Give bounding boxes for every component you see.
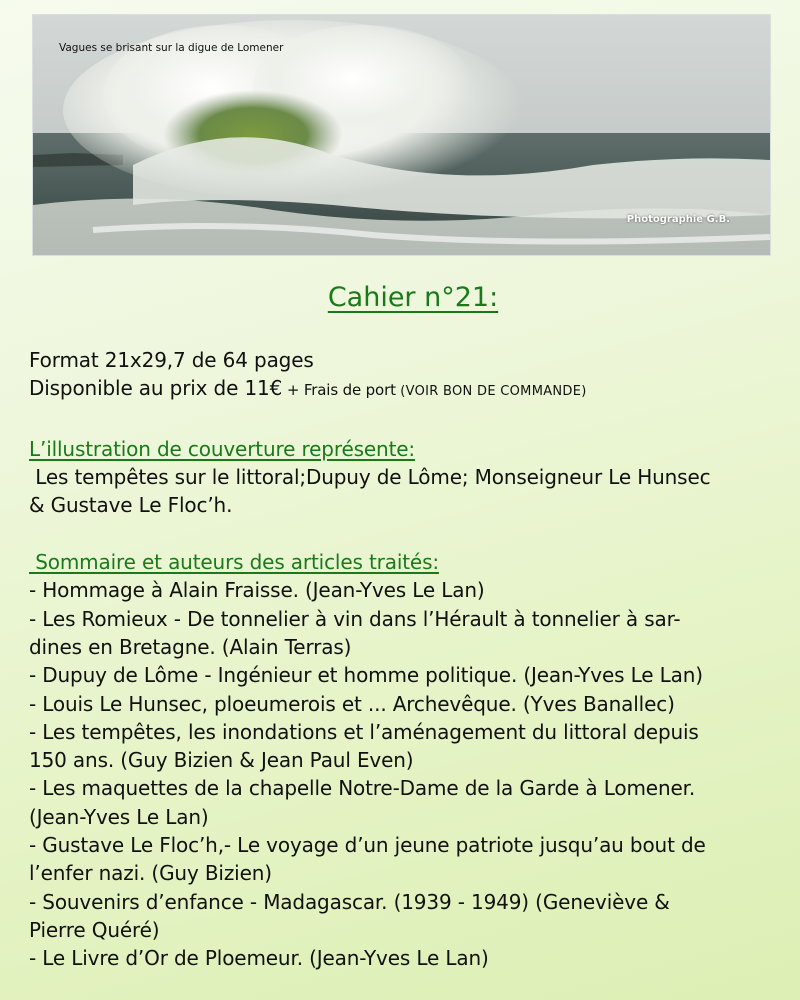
format-line: Format 21x29,7 de 64 pages — [29, 348, 314, 372]
spacer — [29, 520, 800, 548]
photo-credit: Photographie G.B. — [626, 214, 730, 225]
cover-line: Les tempêtes sur le littoral;Dupuy de Lôme; Monseigneur Le Hunsec — [29, 465, 711, 490]
price-shipping: + Frais de port — [282, 381, 396, 400]
price-order-note: (VOIR BON DE COMMANDE) — [395, 384, 587, 400]
summary-line: 150 ans. (Guy Bizien & Jean Paul Even) — [29, 748, 414, 773]
cover-line: & Gustave Le Floc’h. — [29, 493, 233, 518]
summary-heading-row — [29, 548, 800, 576]
photo-caption: Vagues se brisant sur la digue de Lomener — [59, 42, 284, 54]
summary-line: - Louis Le Hunsec, ploeumerois et ... Archevêque. (Yves Banallec) — [29, 691, 675, 716]
summary-line: - Le Livre d’Or de Ploemeur. (Jean-Yves Le Lan) — [29, 946, 489, 971]
summary-heading: Sommaire et auteurs des articles traités: — [29, 550, 439, 575]
summary-line: - Souvenirs d’enfance - Madagascar. (1939 - 1949) (Geneviève & — [29, 889, 670, 914]
summary-line: - Dupuy de Lôme - Ingénieur et homme politique. (Jean-Yves Le Lan) — [29, 663, 703, 688]
page-title: Cahier n°21: — [327, 282, 499, 313]
summary-line: - Les maquettes de la chapelle Notre-Dame de la Garde à Lomener. — [29, 776, 696, 801]
spacer — [29, 407, 800, 435]
summary-line: - Gustave Le Floc’h,- Le voyage d’un jeune patriote jusqu’au bout de — [29, 833, 706, 858]
summary-line: - Les Romieux - De tonnelier à vin dans l’Hérault à tonnelier à sar- — [29, 606, 681, 631]
content-body — [29, 346, 800, 973]
summary-line: - Hommage à Alain Fraisse. (Jean-Yves Le Lan) — [29, 578, 485, 603]
summary-line: l’enfer nazi. (Guy Bizien) — [29, 861, 272, 886]
price-line — [29, 374, 800, 406]
cover-heading: L’illustration de couverture représente: — [29, 436, 416, 461]
summary-line: Pierre Quéré) — [29, 917, 160, 942]
summary-line: (Jean-Yves Le Lan) — [29, 804, 209, 829]
summary-line: - Les tempêtes, les inondations et l’aménagement du littoral depuis — [29, 719, 699, 744]
summary-line: dines en Bretagne. (Alain Terras) — [29, 634, 352, 659]
price-main: Disponible au prix de 11€ — [29, 376, 283, 401]
header-photo — [32, 14, 771, 256]
